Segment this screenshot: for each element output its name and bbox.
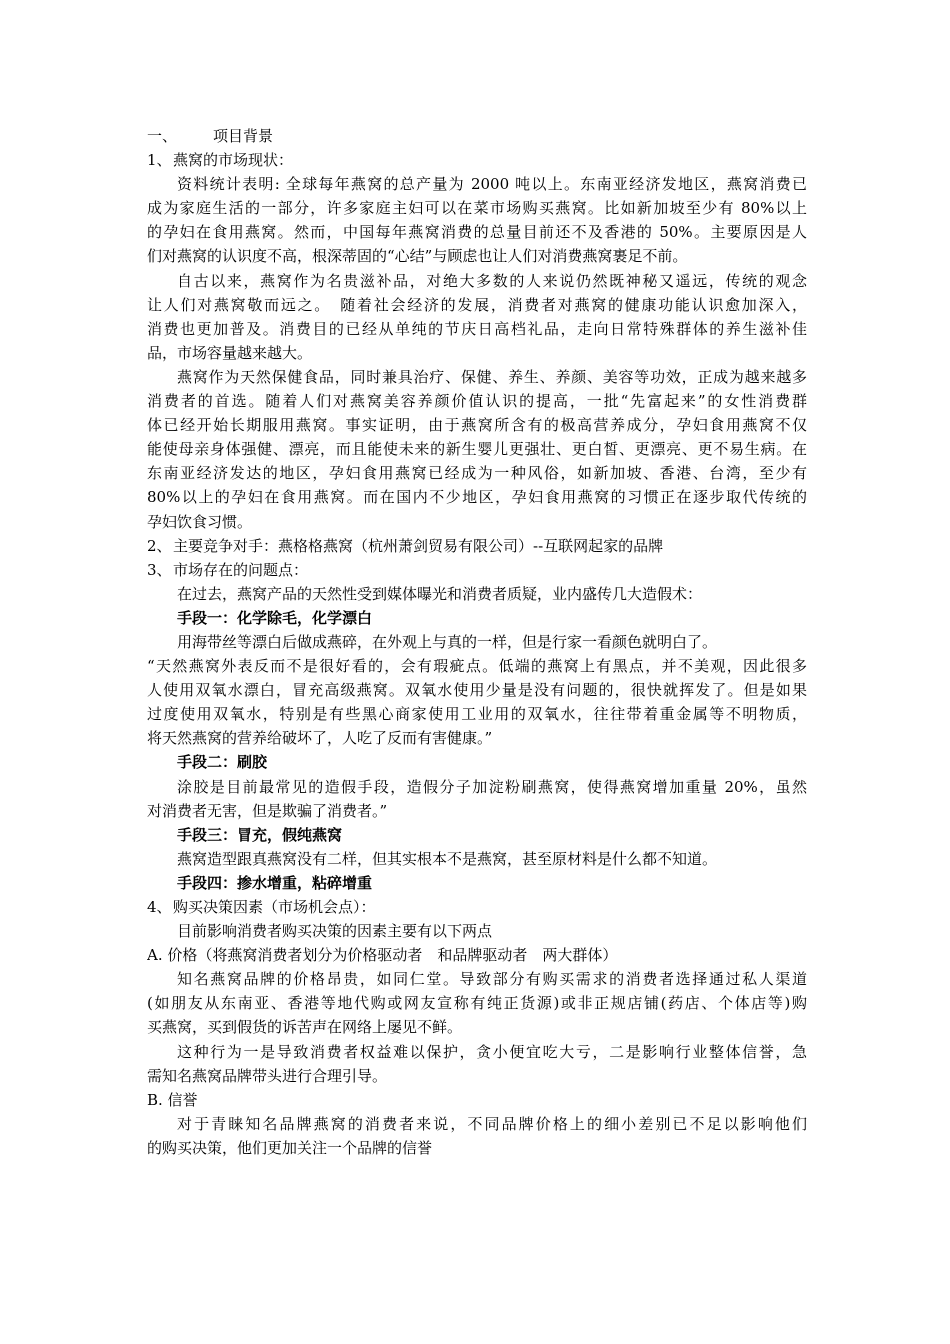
paragraph-price-impact bbox=[147, 1040, 807, 1088]
document-body bbox=[147, 124, 807, 1160]
text-line: 知名燕窝品牌的价格昂贵，如同仁堂。导致部分有购买需求的消费者选择通过私人渠道 bbox=[177, 970, 807, 989]
method-2-title: 手段二：刷胶 bbox=[177, 753, 268, 772]
text-line: 涂胶是目前最常见的造假手段，造假分子加淀粉刷燕窝，使得燕窝增加重量 20%，虽然 bbox=[177, 777, 807, 796]
heading-3: 3、市场存在的问题点： bbox=[147, 560, 309, 579]
paragraph-market-stats bbox=[147, 172, 807, 268]
paragraph-method-2 bbox=[147, 775, 807, 823]
text-line: 对消费者无害，但是欺骗了消费者。” bbox=[147, 801, 388, 820]
method-3-title: 手段三：冒充，假纯燕窝 bbox=[177, 825, 343, 844]
text-line: 的孕妇在食用燕窝。然而，中国每年燕窝消费的总量目前还不及香港的 50%。主要原因是人 bbox=[147, 223, 807, 242]
text-line: 这种行为一是导致消费者权益难以保护，贪小便宜吃大亏，二是影响行业整体信誉，急 bbox=[177, 1042, 807, 1061]
factor-b-title: B. 信誉 bbox=[147, 1090, 198, 1109]
method-1-title: 手段一：化学除毛，化学漂白 bbox=[177, 608, 373, 627]
text-line: 们对燕窝的认识度不高，根深蒂固的“心结”与顾虑也让人们对消费燕窝裹足不前。 bbox=[147, 247, 688, 266]
text-line: 将天然燕窝的营养给破坏了，人吃了反而有害健康。” bbox=[147, 729, 493, 748]
text-line: 体已经开始长期服用燕窝。事实证明，由于燕窝所含有的极高营养成分，孕妇食用燕窝不仅 bbox=[147, 416, 807, 435]
method-4-title: 手段四：掺水增重，粘碎增重 bbox=[177, 873, 373, 892]
text-line: 目前影响消费者购买决策的因素主要有以下两点 bbox=[177, 922, 493, 941]
text-line: 东南亚经济发达的地区，孕妇食用燕窝已经成为一种风俗，如新加坡、香港、台湾，至少有 bbox=[147, 464, 807, 483]
paragraph-reputation bbox=[147, 1112, 807, 1160]
factor-a-title: A. 价格（将燕窝消费者划分为价格驱动者 和品牌驱动者 两大群体） bbox=[147, 946, 618, 965]
text-line: 成为家庭生活的一部分，许多家庭主妇可以在菜市场购买燕窝。比如新加坡至少有 80%以上 bbox=[147, 199, 807, 218]
heading-4: 4、购买决策因素（市场机会点）： bbox=[147, 898, 376, 916]
heading-2: 2、主要竞争对手：燕格格燕窝（杭州萧剑贸易有限公司）--互联网起家的品牌 bbox=[147, 536, 664, 555]
text-line: 人使用双氧水漂白，冒充高级燕窝。双氧水使用少量是没有问题的，很快就挥发了。但是如果 bbox=[147, 681, 807, 700]
text-line: 买燕窝，买到假货的诉苦声在网络上屡见不鲜。 bbox=[147, 1018, 463, 1037]
paragraph-method-1 bbox=[147, 630, 807, 750]
paragraph-price bbox=[147, 967, 807, 1039]
text-line: 资料统计表明: 全球每年燕窝的总产量为 2000 吨以上。东南亚经济发地区，燕窝消费已 bbox=[177, 175, 807, 194]
text-line: 在过去，燕窝产品的天然性受到媒体曝光和消费者质疑，业内盛传几大造假术： bbox=[177, 584, 703, 603]
text-line: 消费也更加普及。消费目的已经从单纯的节庆日高档礼品，走向日常特殊群体的养生滋补佳 bbox=[147, 319, 807, 338]
text-line: 过度使用双氧水，特别是有些黑心商家使用工业用的双氧水，往往带着重金属等不明物质， bbox=[147, 705, 807, 724]
text-line: 孕妇饮食习惯。 bbox=[147, 512, 253, 531]
section-title: 一、 项目背景 bbox=[147, 127, 274, 145]
text-line: (如朋友从东南亚、香港等地代购或网友宣称有纯正货源)或非正规店铺(药店、个体店等)购 bbox=[147, 994, 807, 1013]
text-line: 品，市场容量越来越大。 bbox=[147, 343, 313, 362]
text-line: 能使母亲身体强健、漂亮，而且能使未来的新生婴儿更强壮、更白皙、更漂亮、更不易生病。在 bbox=[147, 440, 807, 459]
text-line: 需知名燕窝品牌带头进行合理引导。 bbox=[147, 1066, 388, 1085]
text-line: 用海带丝等漂白后做成燕碎，在外观上与真的一样，但是行家一看颜色就明白了。 bbox=[177, 632, 718, 651]
text-line: 燕窝作为天然保健食品，同时兼具治疗、保健、养生、养颜、美容等功效，正成为越来越多 bbox=[177, 367, 807, 386]
paragraph-tonic-history bbox=[147, 269, 807, 365]
text-line: 消费者的首选。随着人们对燕窝美容养颜价值认识的提高，一批“先富起来”的女性消费群 bbox=[147, 392, 807, 411]
heading-1: 1、燕窝的市场现状： bbox=[147, 151, 294, 170]
text-line: 自古以来，燕窝作为名贵滋补品，对绝大多数的人来说仍然既神秘又遥远，传统的观念 bbox=[177, 271, 807, 290]
text-line: 让人们对燕窝敬而远之。 随着社会经济的发展，消费者对燕窝的健康功能认识愈加深入， bbox=[147, 295, 807, 314]
paragraph-health-food bbox=[147, 365, 807, 534]
text-line: 的购买决策，他们更加关注一个品牌的信誉 bbox=[147, 1138, 433, 1157]
text-line: 燕窝造型跟真燕窝没有二样，但其实根本不是燕窝，甚至原材料是什么都不知道。 bbox=[177, 849, 718, 868]
text-line: 对于青睐知名品牌燕窝的消费者来说，不同品牌价格上的细小差别已不足以影响他们 bbox=[177, 1114, 807, 1133]
text-line: “天然燕窝外表反而不是很好看的，会有瑕疵点。低端的燕窝上有黑点，并不美观，因此很多 bbox=[147, 657, 807, 676]
text-line: 80%以上的孕妇在食用燕窝。而在国内不少地区，孕妇食用燕窝的习惯正在逐步取代传统的 bbox=[147, 488, 807, 507]
